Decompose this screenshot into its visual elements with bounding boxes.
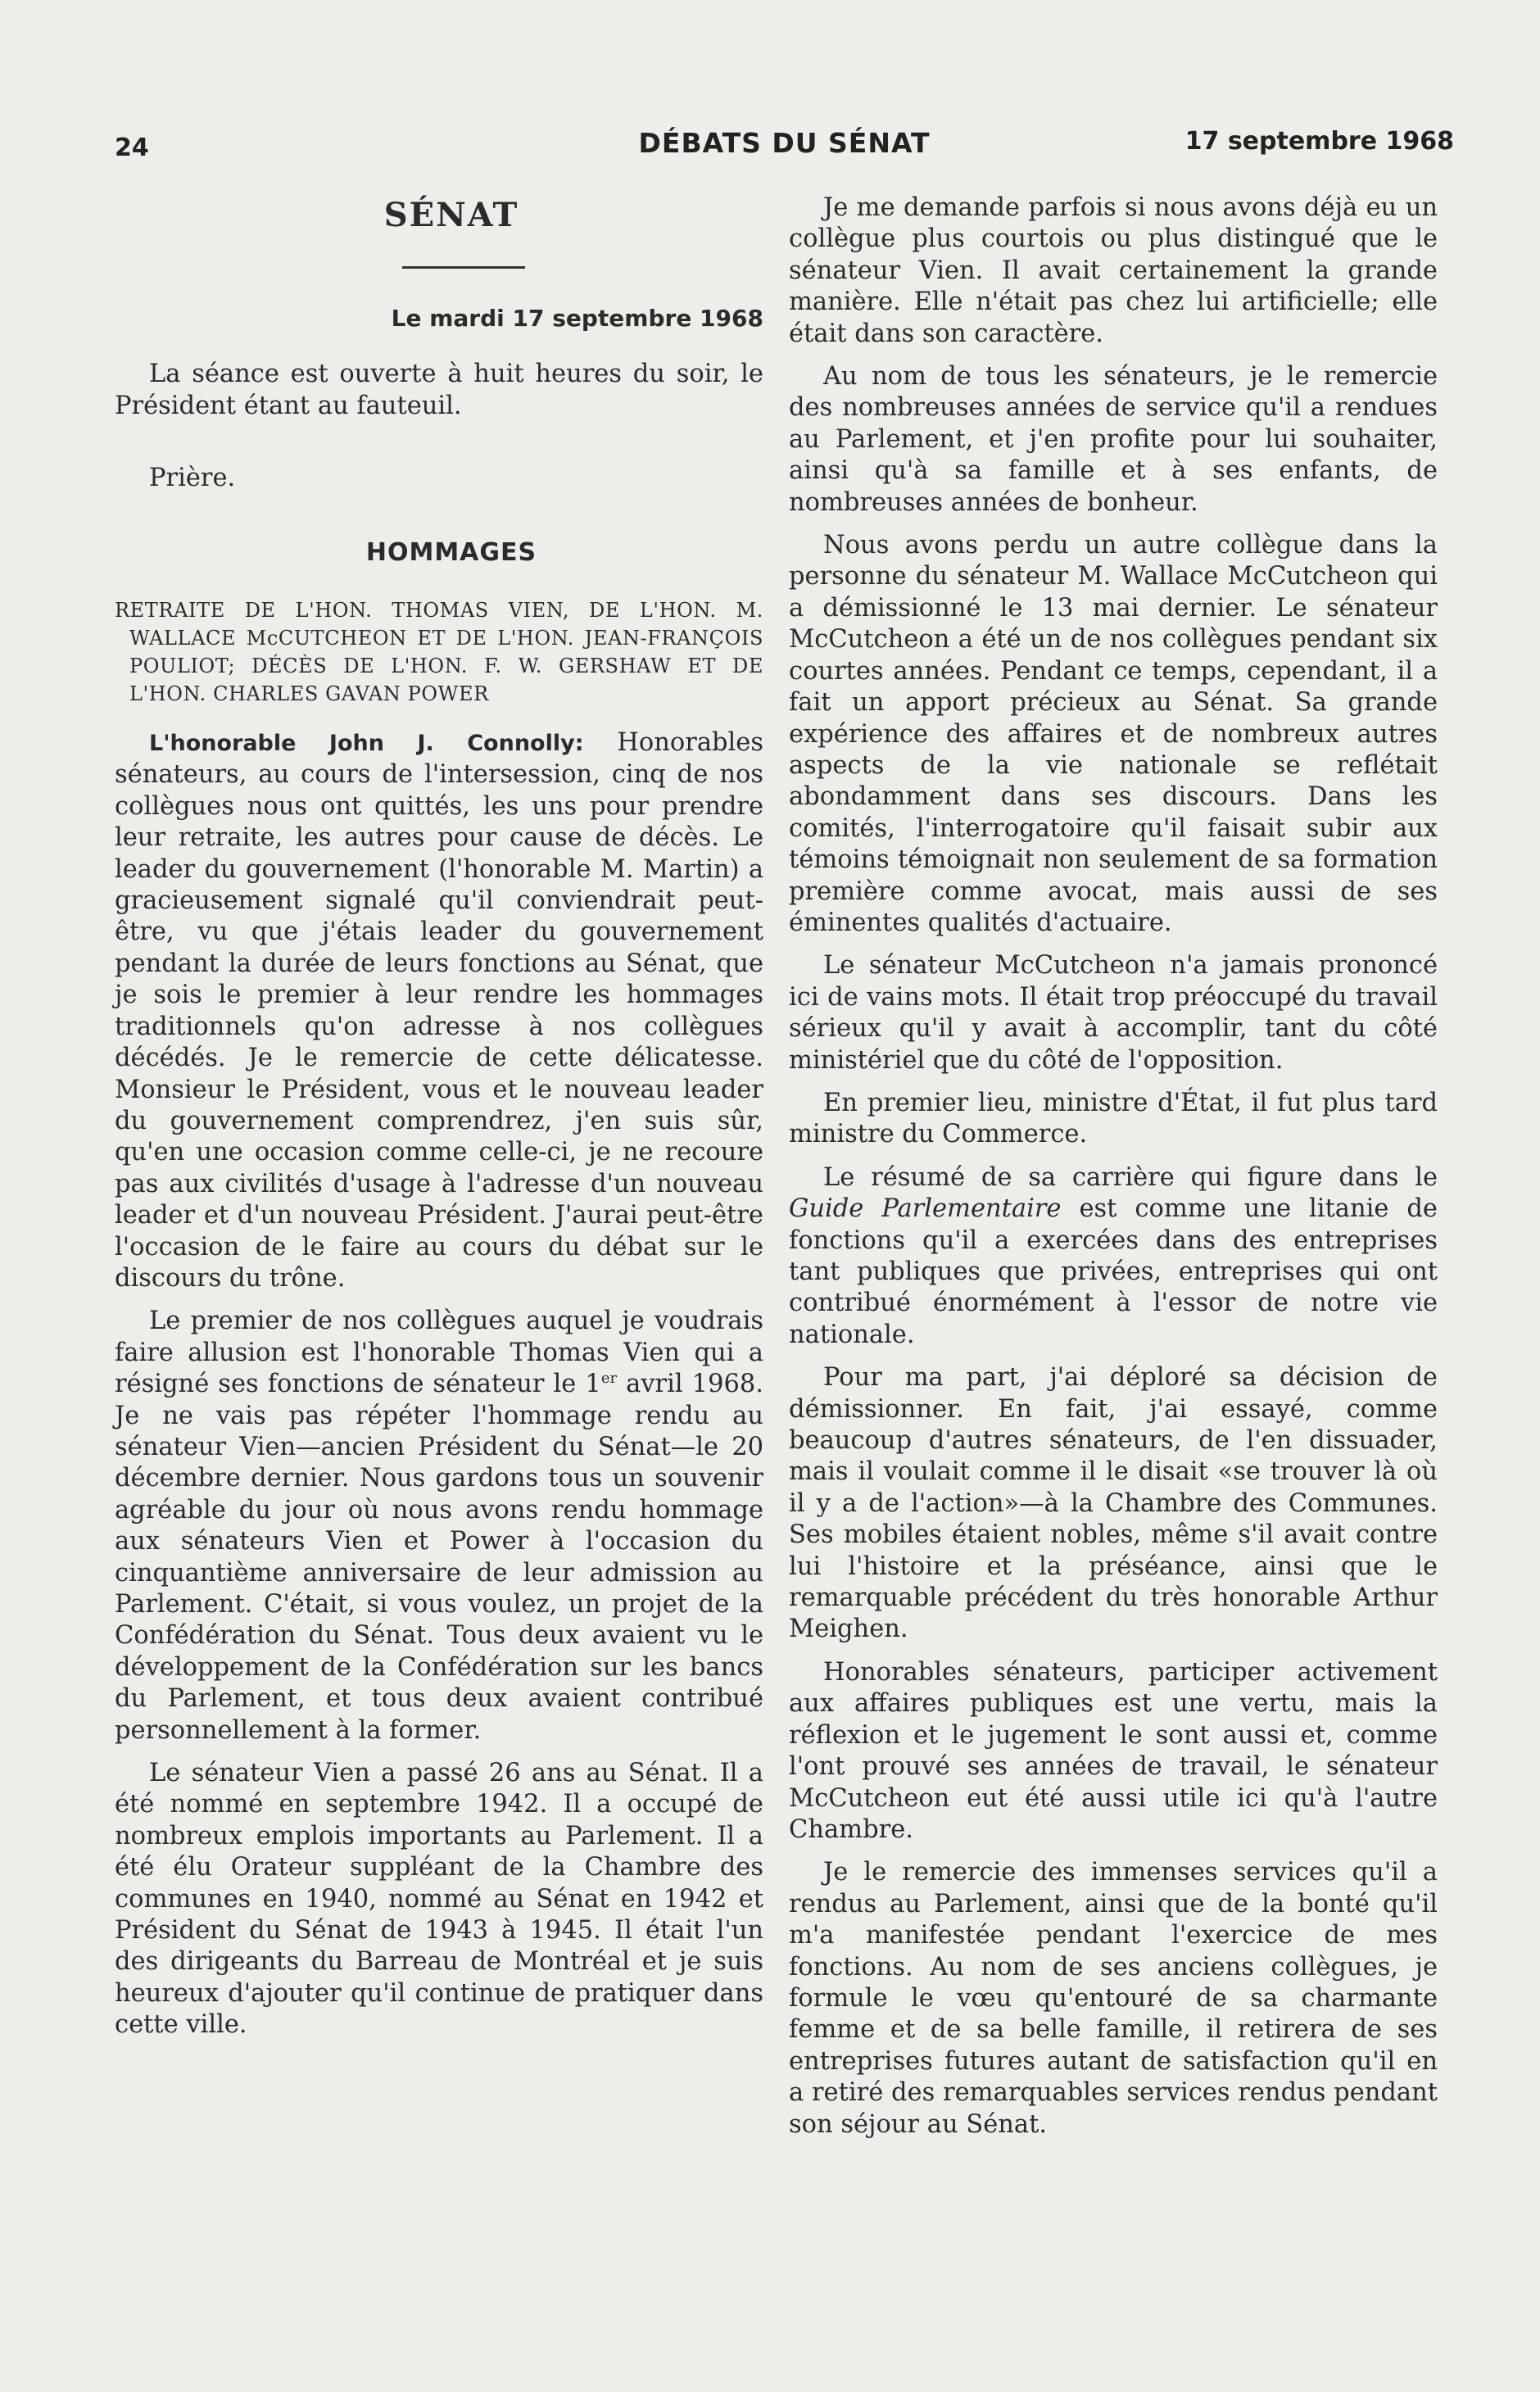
header-date: 17 septembre 1968: [1184, 127, 1454, 156]
paragraph-text: Le résumé de sa carrière qui figure dans le: [823, 1162, 1438, 1192]
page-number: 24: [115, 134, 149, 162]
italic-title: Guide Parlementaire: [789, 1194, 1062, 1224]
opening-paragraph: La séance est ouverte à huit heures du soir, le Président étant au fauteuil.: [115, 360, 763, 420]
priere-paragraph: Prière.: [149, 464, 236, 493]
right-column: [789, 193, 1438, 2152]
paragraph: Je le remercie des immenses services qu'il a rendus au Parlement, ainsi que de la bonté qu'il m'a manifestée pendant l'exercice de mes fonctions. Au nom de ses anciens collègues, je formule le vœu qu'entouré de sa charmante femme et de sa belle famille, il retirera de ses entreprises futures autant de satisfaction qu'il en a retiré des remarquables services rendus pendant son séjour au Sénat.: [789, 1858, 1438, 2139]
paragraph-text: Honorables sénateurs, au cours de l'intersession, cinq de nos collègues nous ont quittés, les uns pour prendre leur retraite, les autres pour cause de décès. Le leader du gouvernement (l'honorable M. Martin) a gracieusement signalé qu'il conviendrait peut-être, vu que j'étais leader du gouvernement pendant la durée de leurs fonctions au Sénat, que je sois le premier à leur rendre les hommages traditionnels qu'on adresse à nos collègues décédés. Je le remercie de cette délicatesse. Monsieur le Président, vous et le nouveau leader du gouvernement comprendrez, j'en suis sûr, qu'en une occasion comme celle-ci, je ne recoure pas aux civilités d'usage à l'adresse d'un nouveau leader et d'un nouveau Président. J'aurai peut-être l'occasion de le faire au cours du débat sur le discours du trône.: [115, 728, 763, 1293]
paragraph: [115, 727, 763, 1294]
paragraph: Nous avons perdu un autre collègue dans la personne du sénateur M. Wallace McCutcheon qui a démissionné le 13 mai dernier. Le sénateur McCutcheon a été un de nos collègues pendant six courtes années. Pendant ce temps, cependant, il a fait un apport précieux au Sénat. Sa grande expérience des affaires et de nombreux autres aspects de la vie nationale se reflétait abondamment dans ses discours. Dans les comités, l'interrogatoire qu'il faisait subir aux témoins témoignait non seulement de sa formation première comme avocat, mais aussi de ses éminentes qualités d'actuaire.: [789, 531, 1438, 937]
paragraph: [789, 1162, 1438, 1351]
heading-divider: [402, 266, 525, 269]
paragraph: En premier lieu, ministre d'État, il fut plus tard ministre du Commerce.: [789, 1088, 1438, 1149]
paragraph: Pour ma part, j'ai déploré sa décision de démissionner. En fait, j'ai essayé, comme beaucoup d'autres sénateurs, de l'en dissuader, mais il voulait comme il le disait «se trouver là où il y a de l'action»—à la Chambre des Communes. Ses mobiles étaient nobles, même s'il avait contre lui l'histoire et la préséance, ainsi que le remarquable précédent du très honorable Arthur Meighen.: [789, 1363, 1438, 1644]
publication-title: DÉBATS DU SÉNAT: [638, 127, 931, 159]
topic-heading: RETRAITE DE L'HON. THOMAS VIEN, DE L'HON. M. WALLACE McCUTCHEON ET DE L'HON. JEAN-FRANÇOIS POULIOT; DÉCÈS DE L'HON. F. W. GERSHAW ET DE L'HON. CHARLES GAVAN POWER: [115, 599, 763, 706]
paragraph: Le sénateur Vien a passé 26 ans au Sénat. Il a été nommé en septembre 1942. Il a occupé de nombreux emplois importants au Parlement. Il a été élu Orateur suppléant de la Chambre des communes en 1940, nommé au Sénat en 1942 et Président du Sénat de 1943 à 1945. Il était l'un des dirigeants du Barreau de Montréal et je suis heureux d'ajouter qu'il continue de pratiquer dans cette ville.: [115, 1759, 763, 2040]
paragraph-text: est comme une litanie de fonctions qu'il a exercées dans des entreprises tant publiques que privées, entreprises qui ont contribué énormément à l'essor de notre vie nationale.: [789, 1194, 1438, 1349]
paragraph: Je me demande parfois si nous avons déjà eu un collègue plus courtois ou plus distingué que le sénateur Vien. Il avait certainement la grande manière. Elle n'était pas chez lui artificielle; elle était dans son caractère.: [789, 193, 1438, 348]
senat-heading: SÉNAT: [383, 196, 519, 234]
paragraph: [115, 1306, 763, 1746]
left-column: [115, 193, 763, 2053]
paragraph: Le sénateur McCutcheon n'a jamais prononcé ici de vains mots. Il était trop préoccupé du travail sérieux qu'il y avait à accomplir, tant du côté ministériel que du côté de l'opposition.: [789, 951, 1438, 1075]
paragraph: Au nom de tous les sénateurs, je le remercie des nombreuses années de service qu'il a rendues au Parlement, et j'en profite pour lui souhaiter, ainsi qu'à sa famille et à ses enfants, de nombreuses années de bonheur.: [789, 362, 1438, 517]
paragraph-text: Le premier de nos collègues auquel je voudrais faire allusion est l'honorable Thomas Vien qui a résigné ses fonctions de sénateur le 1: [115, 1307, 763, 1399]
page-header: [115, 127, 1454, 168]
speaker-name: L'honorable John J. Connolly:: [149, 731, 584, 757]
paragraph-text: avril 1968. Je ne vais pas répéter l'hommage rendu au sénateur Vien—ancien Président du Sénat—le 20 décembre dernier. Nous gardons tous un souvenir agréable du jour où nous avons rendu hommage aux sénateurs Vien et Power à l'occasion du cinquantième anniversaire de leur admission au Parlement. C'était, si vous voulez, un projet de la Confédération du Sénat. Tous deux avaient vu le développement de la Confédération sur les bancs du Parlement, et tous deux avaient contribué personnellement à la former.: [115, 1370, 763, 1745]
superscript: er: [600, 1370, 618, 1387]
section-heading: HOMMAGES: [365, 537, 537, 567]
sitting-date: Le mardi 17 septembre 1968: [391, 305, 763, 332]
paragraph: Honorables sénateurs, participer activement aux affaires publiques est une vertu, mais la réflexion et le jugement le sont aussi et, comme l'ont prouvé ses années de travail, le sénateur McCutcheon eut été aussi utile ici qu'à l'autre Chambre.: [789, 1657, 1438, 1844]
